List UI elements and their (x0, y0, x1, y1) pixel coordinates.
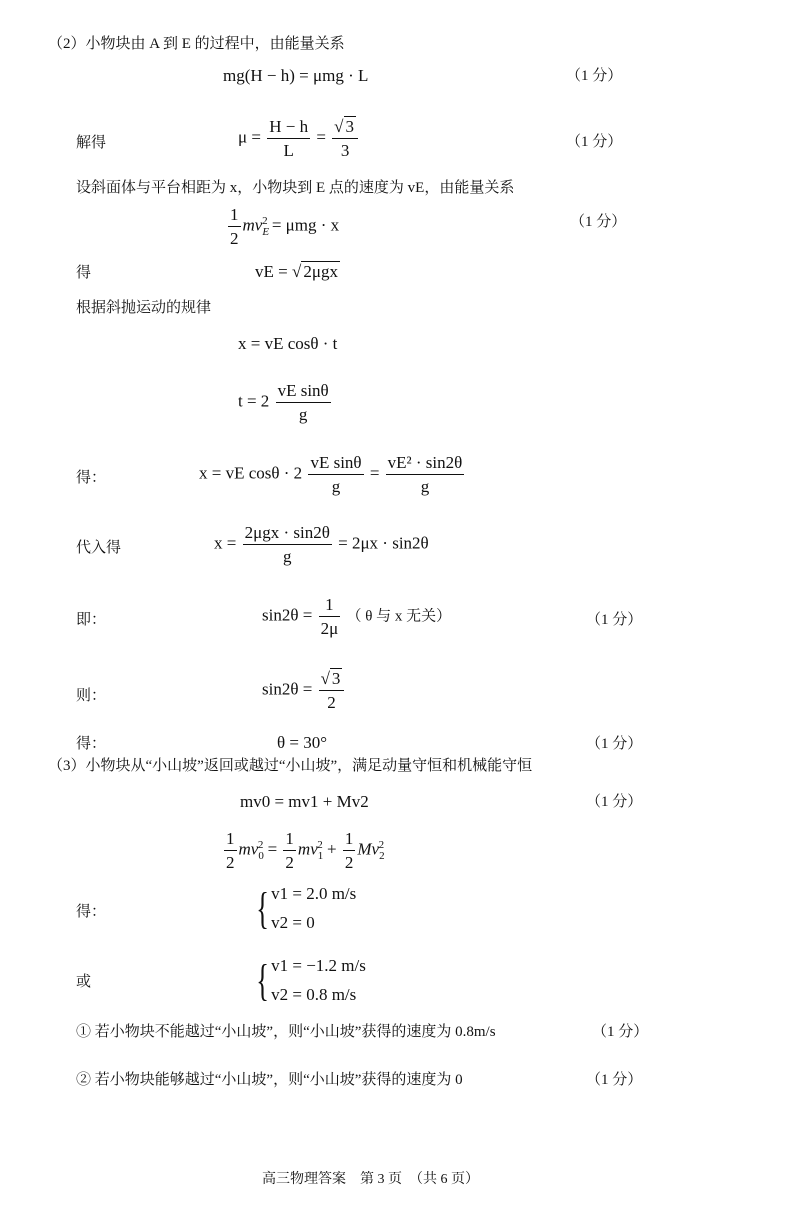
eq-sin2theta-den: 2μ (320, 619, 339, 639)
eq-x-final (214, 522, 429, 568)
eq-theta: θ = 30° (277, 733, 328, 752)
rule-text: 根据斜抛运动的规律 (76, 300, 212, 316)
label-jiede: 解得 (76, 135, 107, 151)
eq-sin2theta-val-sqrt: 3 (331, 669, 341, 688)
solution-1-v2: v2 = 0 (271, 912, 315, 932)
solution-2-v1: v1 = −1.2 m/s (271, 956, 366, 975)
eq-x-sub-den1: g (331, 477, 341, 497)
eq-mu-den2: 3 (340, 141, 350, 161)
eq-mu-num: H − h (267, 116, 310, 139)
solution-2: { v1 = −1.2 m/s v2 = 0.8 m/s (252, 952, 366, 1010)
score-2: （1 分） (566, 134, 623, 150)
part2-intro: （2）小物块由 A 到 E 的过程中，由能量关系 (48, 36, 345, 52)
page-footer: 高三物理答案 第 3 页 （共 6 页） (262, 1172, 479, 1187)
eq-mu-den: L (283, 141, 294, 161)
eq-kinetic: $\frac{1}{2}$ $mv_E^2 = \mu mg \cdot x$ (230, 205, 340, 249)
eq-mu-lhs: μ = (238, 127, 261, 147)
solution-1-v1: v1 = 2.0 m/s (271, 884, 357, 903)
score-4: （1 分） (586, 612, 643, 628)
label-de4: 得： (76, 904, 107, 920)
eq-x-sub (199, 452, 466, 498)
eq-t-num: vE sinθ (276, 380, 331, 403)
label-dairu: 代入得 (76, 540, 122, 556)
eq-x-sub-num1: vE sinθ (308, 452, 363, 475)
score-5: （1 分） (586, 736, 643, 752)
label-de3: 得： (76, 736, 107, 752)
eq-sin2theta-val: sin2θ = $\frac{√ 3}{2}$ (262, 668, 346, 714)
score-7: （1 分） (592, 1024, 649, 1040)
eq-sin2theta-lhs: sin2θ = (262, 605, 313, 625)
score-1: （1 分） (566, 68, 623, 84)
eq-t-den: g (298, 405, 308, 425)
eq-sin2theta-num: 1 (319, 594, 341, 617)
eq-mu: μ = $\frac{H - h}{L}$ = $\frac{√ 3}{3}$ (238, 116, 360, 162)
label-huo: 或 (76, 974, 92, 990)
eq-x-final-den: g (282, 547, 292, 567)
eq-mu-mid: = (316, 127, 326, 147)
eq-sin2theta (262, 594, 451, 640)
eq-ve-rad: 2μgx (303, 262, 338, 281)
eq-energy-ae: mg(H − h) = μmg · L (223, 66, 369, 85)
eq-x-sub-a: x = vE cosθ · 2 (199, 463, 303, 483)
eq-ve: vE = √ 2μgx (255, 262, 338, 281)
case-2-text: ② 若小物块能够越过“小山坡”，则“小山坡”获得的速度为 0 (76, 1072, 463, 1088)
label-de2: 得： (76, 470, 107, 486)
setup-text: 设斜面体与平台相距为 x，小物块到 E 点的速度为 vE，由能量关系 (76, 180, 515, 196)
eq-x-final-num: 2μgx · sin2θ (243, 522, 332, 545)
case-1-text: ① 若小物块不能越过“小山坡”，则“小山坡”获得的速度为 0.8m/s (76, 1024, 496, 1040)
eq-sin2theta-val-den: 2 (327, 693, 336, 713)
score-3: （1 分） (570, 214, 627, 230)
eq-sin2theta-val-lhs: sin2θ = (262, 679, 313, 699)
part3-intro: （3）小物块从“小山坡”返回或越过“小山坡”，满足动量守恒和机械能守恒 (48, 758, 533, 774)
eq-x-sub-mid: = (369, 463, 380, 483)
eq-kinetic-rhs: = μmg · x (271, 215, 340, 235)
score-6: （1 分） (586, 794, 643, 810)
eq-x-final-rhs: = 2μx · sin2θ (338, 533, 429, 553)
eq-mu-sqrt: 3 (345, 117, 355, 136)
label-de: 得 (76, 265, 92, 281)
label-ze: 则： (76, 688, 107, 704)
eq-x-sub-den2: g (420, 477, 430, 497)
eq-momentum: mv0 = mv1 + Mv2 (240, 792, 369, 811)
solution-2-v2: v2 = 0.8 m/s (271, 984, 357, 1004)
score-8: （1 分） (586, 1072, 643, 1088)
label-ji: 即： (76, 612, 107, 628)
eq-ve-lhs: vE = (255, 262, 288, 281)
eq-t (238, 380, 333, 426)
eq-t-lhs: t = 2 (238, 391, 270, 411)
eq-sin2theta-note: （ θ 与 x 无关） (346, 608, 452, 625)
eq-x-sub-num2: vE² · sin2θ (386, 452, 465, 475)
solution-1: { v1 = 2.0 m/s v2 = 0 (252, 880, 356, 938)
eq-x-final-lhs: x = (214, 533, 237, 553)
eq-x-motion: x = vE cosθ · t (238, 334, 338, 353)
eq-energy-conservation: $\frac{1}{2}$ $mv_0^2$ = $\frac{1}{2}$ $mv_1^2$ + $\frac{1}{2}$ $Mv_2^2$ (226, 829, 385, 873)
